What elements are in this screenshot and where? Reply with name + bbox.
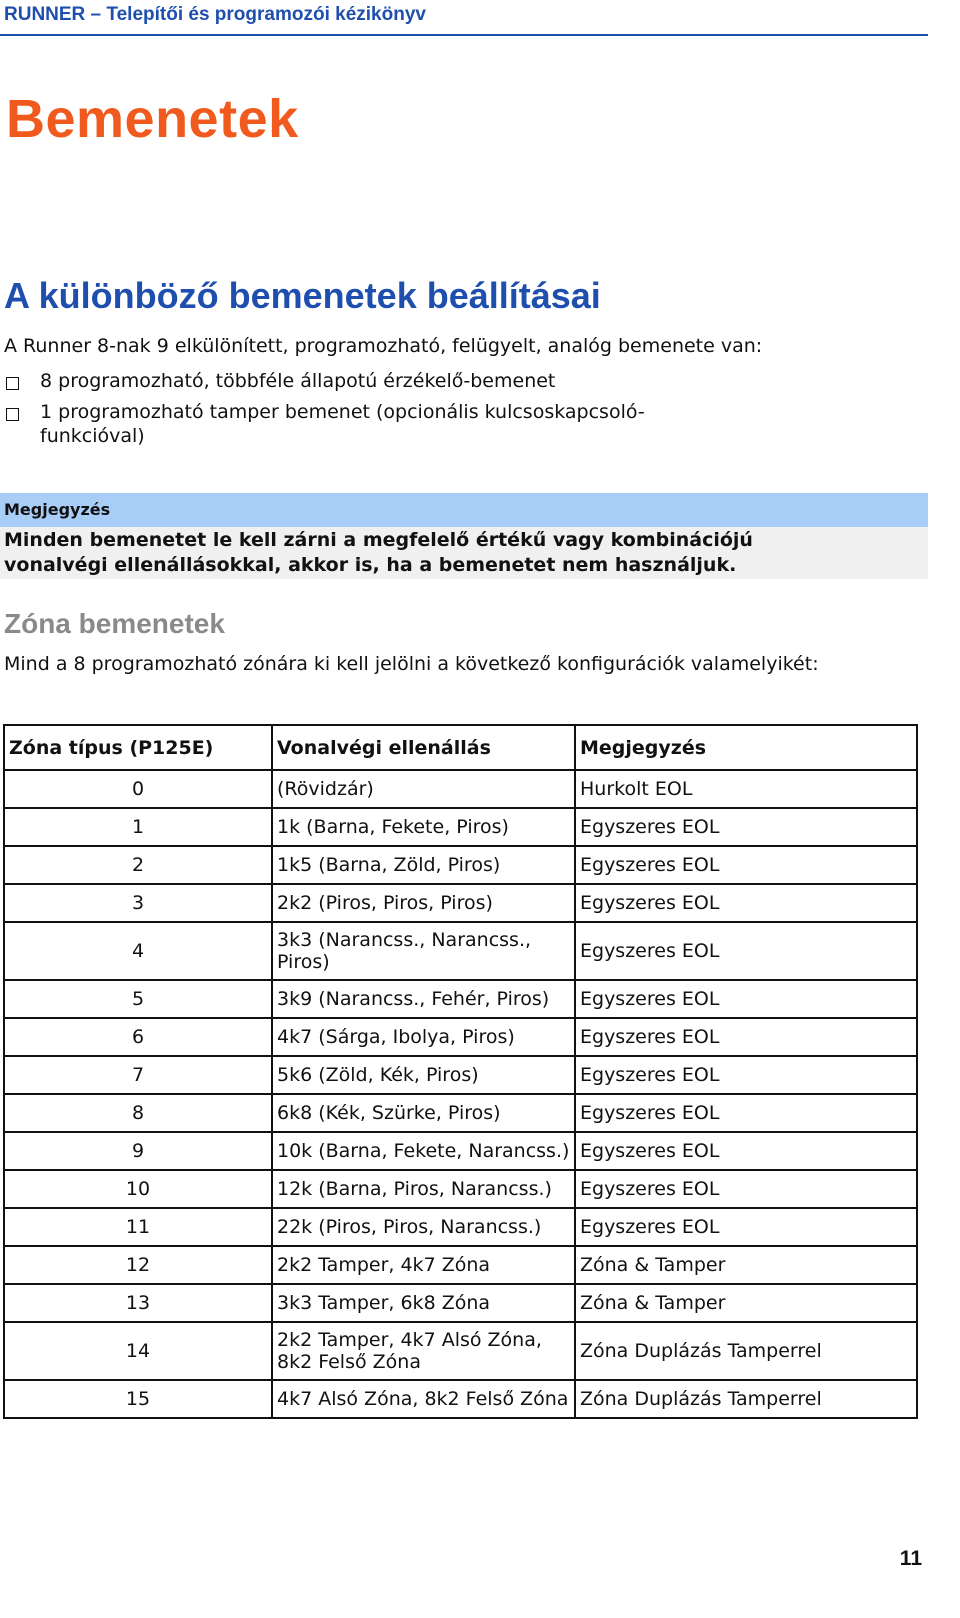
zone-type-cell: 3 [4, 884, 272, 922]
resistor-cell: 4k7 (Sárga, Ibolya, Piros) [272, 1018, 575, 1056]
resistor-cell: 2k2 (Piros, Piros, Piros) [272, 884, 575, 922]
note-cell: Egyszeres EOL [575, 1170, 917, 1208]
resistor-cell: 6k8 (Kék, Szürke, Piros) [272, 1094, 575, 1132]
table-header-row [4, 725, 917, 770]
zone-type-cell: 15 [4, 1380, 272, 1418]
zone-intro: Mind a 8 programozható zónára ki kell jelölni a következő konfigurációk valamelyikét: [4, 653, 819, 675]
note-cell: Egyszeres EOL [575, 1018, 917, 1056]
note-cell: Zóna & Tamper [575, 1246, 917, 1284]
zone-type-cell: 13 [4, 1284, 272, 1322]
note-cell: Egyszeres EOL [575, 1056, 917, 1094]
zone-type-cell: 8 [4, 1094, 272, 1132]
zone-type-cell: 12 [4, 1246, 272, 1284]
table-row [4, 846, 917, 884]
table-row [4, 1132, 917, 1170]
resistor-cell: 1k5 (Barna, Zöld, Piros) [272, 846, 575, 884]
table-row [4, 884, 917, 922]
table-row [4, 1284, 917, 1322]
resistor-cell: 5k6 (Zöld, Kék, Piros) [272, 1056, 575, 1094]
zone-type-cell: 14 [4, 1322, 272, 1380]
header-resistor: Vonalvégi ellenállás [272, 725, 575, 770]
note-cell: Egyszeres EOL [575, 980, 917, 1018]
table-row [4, 1056, 917, 1094]
resistor-cell: 2k2 Tamper, 4k7 Alsó Zóna, 8k2 Felső Zóna [272, 1322, 575, 1380]
header-note: Megjegyzés [575, 725, 917, 770]
note-line-1: Minden bemenetet le kell zárni a megfelelő értékű vagy kombinációjú [4, 529, 753, 551]
zone-type-cell: 1 [4, 808, 272, 846]
intro-text: A Runner 8-nak 9 elkülönített, programozható, felügyelt, analóg bemenete van: [4, 335, 763, 357]
bullet-item-2-cont: funkcióval) [40, 425, 145, 447]
header-rule [0, 34, 928, 36]
resistor-cell: 10k (Barna, Fekete, Narancss.) [272, 1132, 575, 1170]
zone-type-cell: 6 [4, 1018, 272, 1056]
zone-type-cell: 10 [4, 1170, 272, 1208]
note-label-bar [0, 493, 928, 527]
resistor-cell: 3k3 Tamper, 6k8 Zóna [272, 1284, 575, 1322]
section-title: Bemenetek [6, 89, 299, 149]
note-cell: Egyszeres EOL [575, 846, 917, 884]
note-cell: Zóna Duplázás Tamperrel [575, 1380, 917, 1418]
page-number: 11 [899, 1547, 922, 1570]
zone-type-cell: 7 [4, 1056, 272, 1094]
note-cell: Egyszeres EOL [575, 1208, 917, 1246]
table-row [4, 808, 917, 846]
resistor-cell: 2k2 Tamper, 4k7 Zóna [272, 1246, 575, 1284]
header-zone-type: Zóna típus (P125E) [4, 725, 272, 770]
table-row [4, 1208, 917, 1246]
note-body [0, 527, 928, 579]
note-cell: Egyszeres EOL [575, 808, 917, 846]
resistor-cell: (Rövidzár) [272, 770, 575, 808]
resistor-cell: 4k7 Alsó Zóna, 8k2 Felső Zóna [272, 1380, 575, 1418]
note-cell: Egyszeres EOL [575, 1132, 917, 1170]
subsection-title: A különböző bemenetek beállításai [4, 275, 601, 316]
table-row [4, 1246, 917, 1284]
zone-type-cell: 4 [4, 922, 272, 980]
resistor-cell: 3k9 (Narancss., Fehér, Piros) [272, 980, 575, 1018]
table-row [4, 922, 917, 980]
zone-type-cell: 9 [4, 1132, 272, 1170]
zone-type-cell: 0 [4, 770, 272, 808]
note-cell: Egyszeres EOL [575, 1094, 917, 1132]
table-row [4, 1322, 917, 1380]
table-row [4, 1170, 917, 1208]
table-row [4, 770, 917, 808]
zone-type-cell: 5 [4, 980, 272, 1018]
bullet-item-2: 1 programozható tamper bemenet (opcionális kulcsoskapcsoló- [40, 401, 645, 423]
note-cell: Hurkolt EOL [575, 770, 917, 808]
checkbox-bullet-icon [6, 377, 19, 390]
zone-heading: Zóna bemenetek [4, 608, 225, 639]
table-row [4, 980, 917, 1018]
note-line-2: vonalvégi ellenállásokkal, akkor is, ha a bemenetet nem használjuk. [4, 554, 737, 576]
resistor-cell: 12k (Barna, Piros, Narancss.) [272, 1170, 575, 1208]
resistor-cell: 3k3 (Narancss., Narancss., Piros) [272, 922, 575, 980]
note-cell: Zóna & Tamper [575, 1284, 917, 1322]
table-row [4, 1018, 917, 1056]
table-row [4, 1380, 917, 1418]
note-label: Megjegyzés [4, 500, 111, 519]
note-cell: Egyszeres EOL [575, 922, 917, 980]
zone-type-table [3, 724, 918, 1419]
resistor-cell: 1k (Barna, Fekete, Piros) [272, 808, 575, 846]
resistor-cell: 22k (Piros, Piros, Narancss.) [272, 1208, 575, 1246]
note-cell: Egyszeres EOL [575, 884, 917, 922]
zone-type-cell: 11 [4, 1208, 272, 1246]
running-header: RUNNER – Telepítői és programozói kézikönyv [4, 4, 426, 25]
table-row [4, 1094, 917, 1132]
note-cell: Zóna Duplázás Tamperrel [575, 1322, 917, 1380]
bullet-item-1: 8 programozható, többféle állapotú érzékelő-bemenet [40, 370, 556, 392]
zone-type-cell: 2 [4, 846, 272, 884]
checkbox-bullet-icon [6, 408, 19, 421]
